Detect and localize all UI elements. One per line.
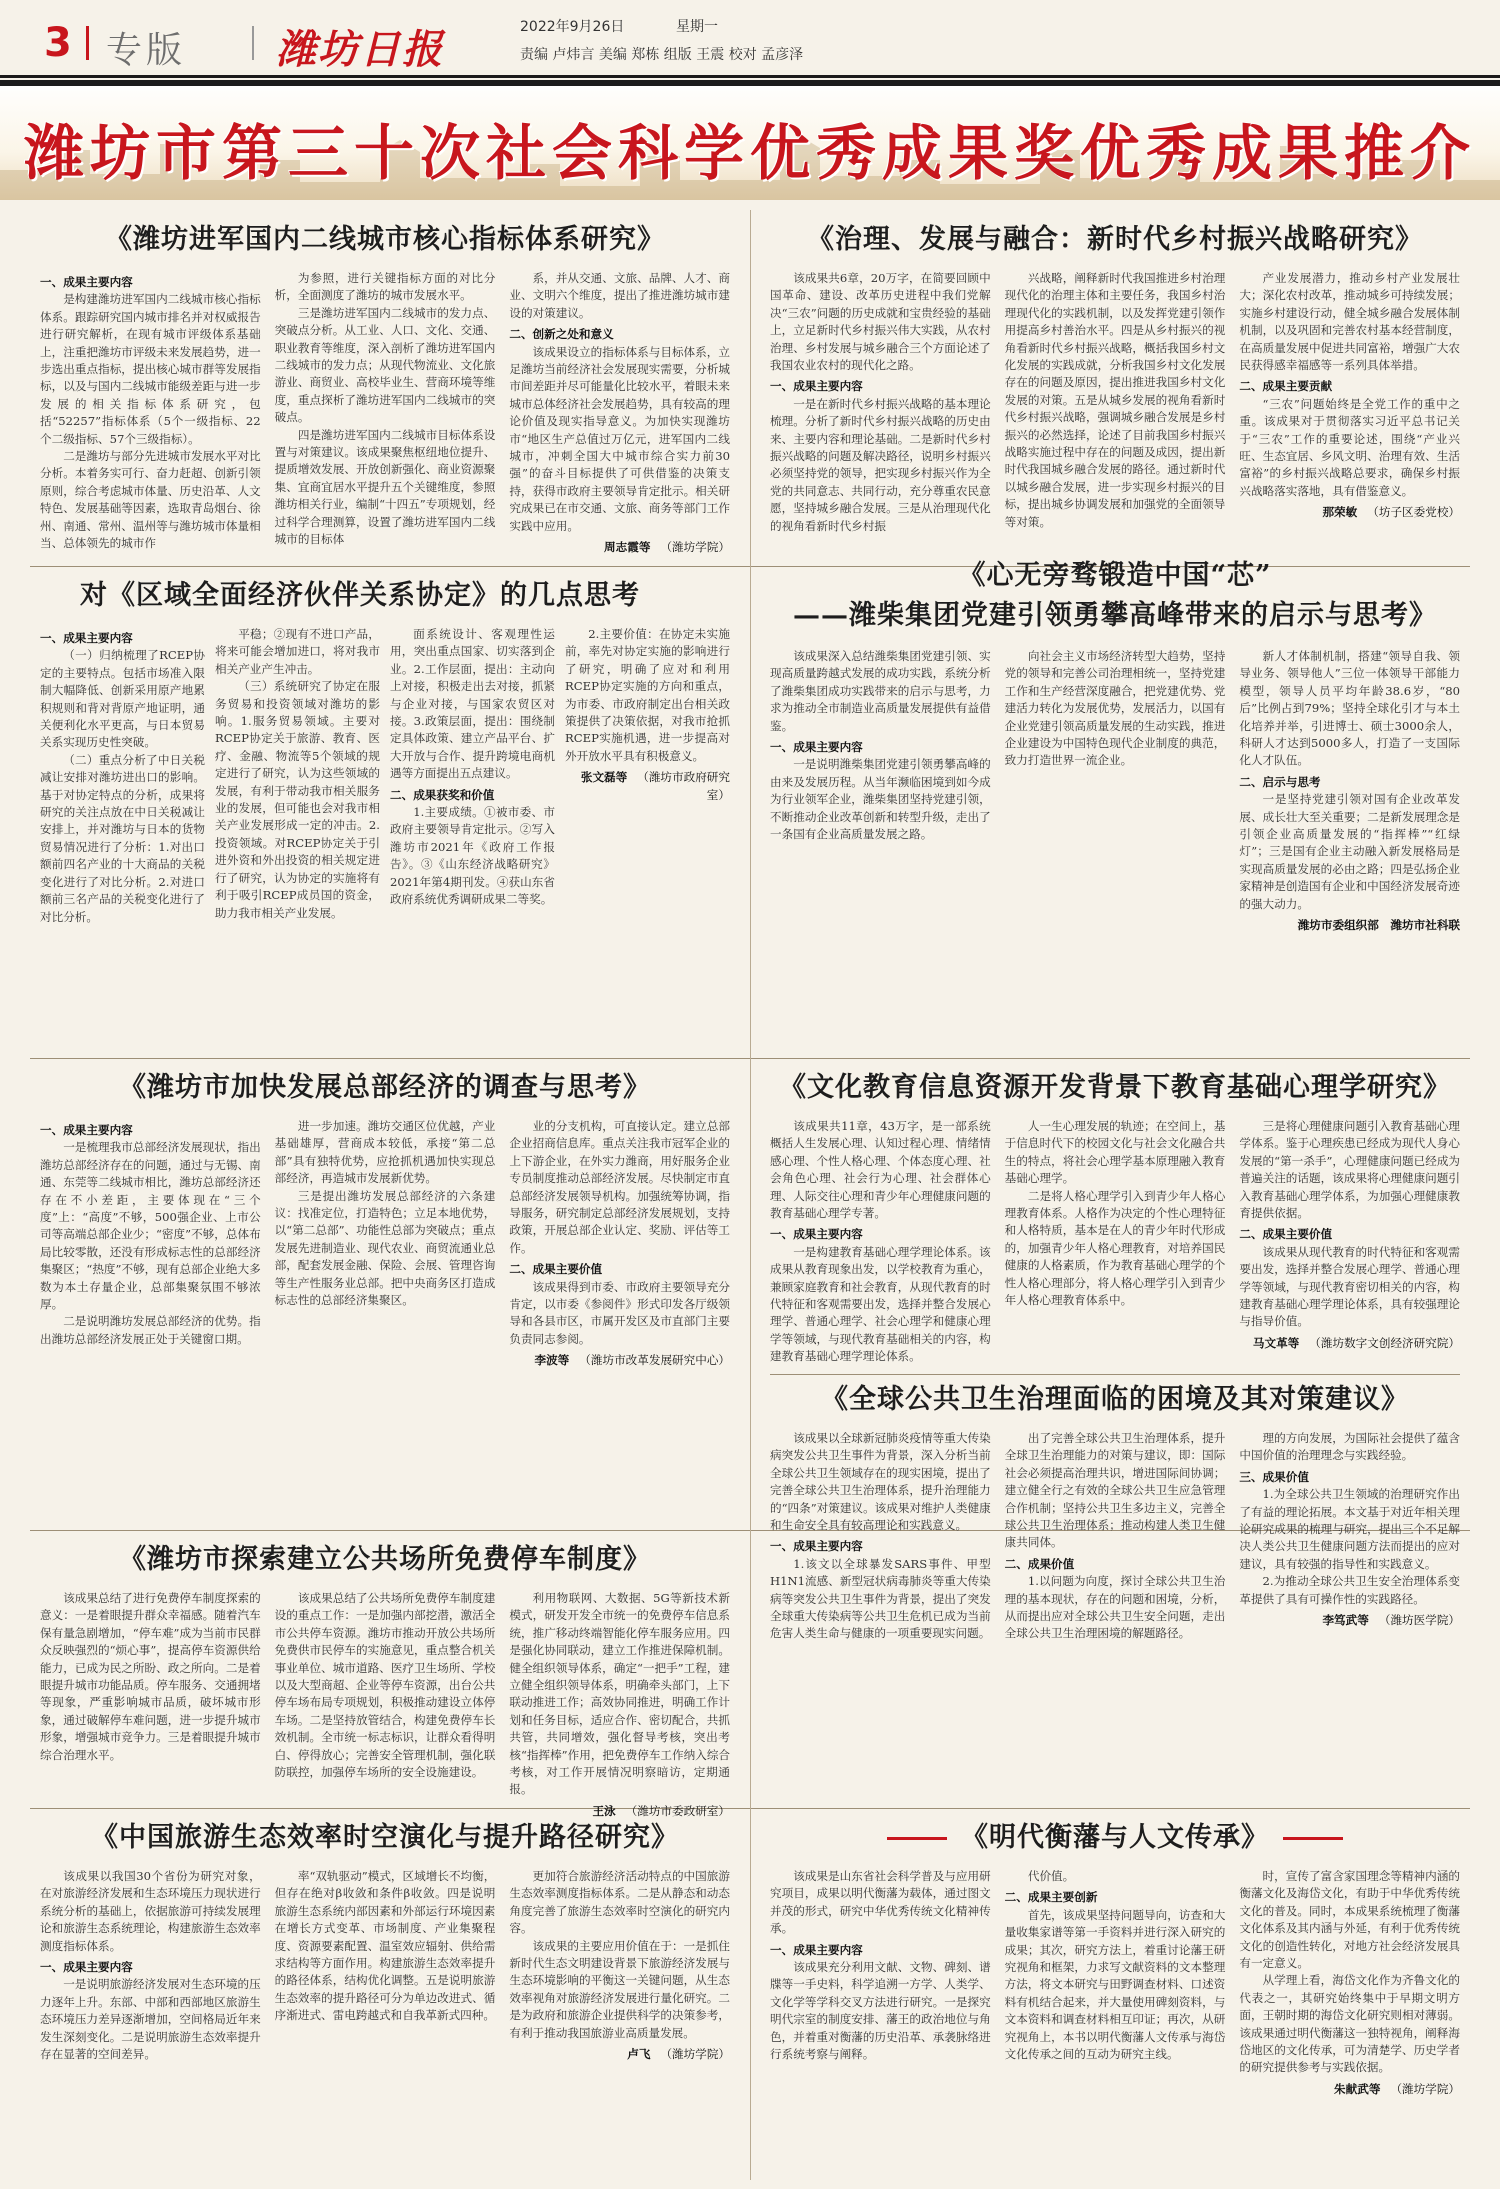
section-heading: 一、成果主要内容 — [770, 1942, 863, 1957]
author-name: 朱献武等 — [1334, 2081, 1381, 2096]
section-heading: 一、成果主要内容 — [770, 379, 863, 394]
author-byline — [1239, 917, 1460, 934]
paragraph: 1.以问题为向度，探讨全球公共卫生治理的基本现状，存在的问题和困境，分析，从而提出应对全球公共卫生安全问题，走出全球公共卫生治理困境的解题路径。 — [1004, 1574, 1226, 1641]
paragraph: 一是说明旅游经济发展对生态环境的压力逐年上升。东部、中部和西部地区旅游生态环境压力差异逐渐增加，空间格局近年来发生深刻变化。二是说明旅游生态效率提升存在显著的空间差异。 — [40, 1977, 261, 2062]
paragraph: 为参照，进行关键指标方面的对比分析，全面测度了潍坊的城市发展水平。 — [274, 271, 496, 303]
paragraph: 该成果共6章，20万字，在简要回顾中国革命、建设、改革历史进程中我们党解决“三农”问题的历史成就和宝贵经验的基础上，立足新时代乡村振兴伟大实践，从农村治理、乡村发展与城乡融合三个方面论述了我国农业农村的现代化之路。 — [770, 271, 991, 373]
article-body — [770, 1118, 1460, 1363]
article-column — [275, 1590, 496, 1796]
article-body — [770, 1430, 1460, 1796]
article-column — [215, 626, 380, 1048]
article-tourism-eco-efficiency — [40, 1818, 730, 2180]
paragraph: 理的方向发展，为国际社会提供了蕴含中国价值的治理理念与实践经验。 — [1239, 1431, 1461, 1463]
paragraph: 该成果得到市委、市政府主要领导充分肯定，以市委《参阅件》形式印发各厅级领导和各县市区，市属开发区及市直部门主要负责同志参阅。 — [509, 1279, 731, 1346]
paragraph: 1.为全球公共卫生领域的治理研究作出了有益的理论拓展。本文基于对近年相关理论研究成果的梳理与研究，提出三个不足解决人类公共卫生健康问题方法而提出的应对建议，具有较强的指导性和实践意义。 — [1239, 1487, 1461, 1571]
paragraph: 该成果是山东省社会科学普及与应用研究项目，成果以明代衡藩为载体，通过图文并茂的形式，研究中华优秀传统文化精神传承。 — [770, 1869, 991, 1936]
article-education-psychology — [770, 1068, 1460, 1368]
paragraph: 首先，该成果坚持问题导向，访查和大量收集家谱等第一手资料并进行深入研究的成果；其次，研究方法上，着重讨论藩王研究视角和框架，力求写文献资料的文本整理方法，将文本研究与田野调查材料、口述资料有机结合起来，并大量使用碑刻资料，与文本资料和调查材料相互印证；再次，从研究视角上，本书以明代衡藩人文传承与海岱文化传承之间的互动为研究主线。 — [1004, 1907, 1226, 2062]
masthead — [0, 0, 1500, 78]
paragraph: 一是在新时代乡村振兴战略的基本理论梳理。分析了新时代乡村振兴战略的历史由来、主要内容和理论基础。二是新时代乡村振兴战略的问题及解决路径，说明乡村振兴必须坚持党的领导，把实现乡村振兴作为全党的共同意志、共同行动，充分尊重农民意愿，坚持城乡融合发展。三是从治理现代化的视角看新时代乡村振 — [770, 396, 991, 533]
article-title: 《全球公共卫生治理面临的困境及其对策建议》 — [821, 1384, 1409, 1415]
article-core-indicators — [40, 220, 730, 560]
author-name: 李波等 — [534, 1353, 570, 1368]
article-column — [770, 1430, 991, 1796]
author-affiliation: （潍坊学院） — [660, 2047, 731, 2062]
section-heading: 一、成果主要内容 — [40, 1123, 133, 1137]
section-heading: 二、创新之处和意义 — [509, 327, 614, 342]
author-affiliation: （潍坊市委政研室） — [625, 1803, 731, 1818]
article-column — [275, 270, 496, 555]
article-title: 《心无旁骛锻造中国“芯” — [958, 560, 1272, 591]
paragraph: 该成果以我国30个省份为研究对象，在对旅游经济发展和生态环境压力现状进行系统分析的基础上，依据旅游可持续发展理论和旅游生态系统理论，构建旅游生态效率测度指标体系。 — [40, 1869, 261, 1953]
article-column — [40, 270, 261, 555]
section-heading: 三、成果价值 — [1239, 1469, 1309, 1484]
author-name: 潍坊市委组织部 潍坊市社科联 — [1297, 918, 1461, 933]
masthead-divider — [86, 26, 89, 60]
author-affiliation: （潍坊数字文创经济研究院） — [1309, 1335, 1461, 1350]
paragraph: 进一步加速。潍坊交通区位优越，产业基础雄厚，营商成本较低，承接“第二总部”具有独特优势，应抢抓机遇加快实现总部经济，再造城市发展新优势。 — [274, 1119, 496, 1186]
article-column — [1239, 1118, 1460, 1363]
section-heading: 二、成果主要价值 — [509, 1262, 603, 1277]
section-heading: 一、成果主要内容 — [770, 1227, 863, 1242]
paragraph: 兴战略，阐释新时代我国推进乡村治理现代化的治理主体和主要任务，我国乡村治理现代化的实践机制，以及发挥党建引领作用提高乡村善治水平。四是从乡村振兴的视角看新时代乡村振兴战略，概括我国乡村文化发展的实践成就，分析我国乡村文化发展存在的问题及原因，提出推进我国乡村文化发展的对策。五是从城乡发展的视角看新时代乡村振兴战略，强调城乡融合发展是乡村振兴的必然选择，论述了目前我国乡村振兴战略实施过程中存在的问题及成因，提出新时代我国城乡融合发展的路径。通过新时代以城乡融合发展，进一步实现乡村振兴的目标，提出城乡协调发展和加强党的全面领导等对策。 — [1004, 271, 1226, 529]
section-heading: 二、成果获奖和价值 — [390, 787, 495, 802]
article-column — [509, 1868, 730, 2174]
section-heading: 二、成果主要贡献 — [1239, 379, 1333, 394]
article-column — [509, 1590, 731, 1818]
article-body — [770, 648, 1460, 1048]
article-column — [770, 1868, 991, 2174]
author-byline — [509, 1352, 730, 1369]
section-heading: 二、成果价值 — [1004, 1556, 1075, 1571]
article-global-public-health — [770, 1380, 1460, 1802]
paragraph: 三是提出潍坊发展总部经济的六条建议：找准定位，打造特色；立足本地优势，以“第二总部”、功能性总部为突破点；重点发展先进制造业、现代农业、商贸流通业总部，配套发展金融、保险、会展、管理咨询等生产性服务业总部。把中央商务区打造成标志性的总部经济集聚区。 — [274, 1188, 496, 1308]
article-column — [390, 626, 555, 1048]
column-divider — [750, 210, 751, 2180]
paragraph: 一是梳理我市总部经济发展现状，指出潍坊总部经济存在的问题，通过与无锡、南通、东莞等二线城市相比，潍坊总部经济还存在不小差距，主要体现在“三个度”上：“高度”不够，500强企业、上市公司等高端总部企业少；“密度”不够，总体布局比较零散，还没有形成标志性的总部经济集聚区；“热度”不够，现有总部企业绝大多数为本土存量企业，总部集聚氛围不够浓厚。 — [40, 1140, 261, 1312]
banner-rule — [0, 80, 1500, 86]
editor-credits: 责编 卢炜言 美编 郑栋 组版 王震 校对 孟彦泽 — [520, 47, 804, 63]
author-byline — [509, 2046, 730, 2063]
article-column — [275, 1868, 496, 2174]
author-name: 张文磊等 — [580, 770, 628, 785]
article-subtitle: ——潍柴集团党建引领勇攀高峰带来的启示与思考》 — [793, 600, 1437, 631]
article-column — [509, 1118, 730, 1520]
banner-title: 潍坊市第三十次社会科学优秀成果奖优秀成果推介 — [24, 119, 1476, 189]
paragraph: 该成果充分利用文献、文物、碑刻、谱牒等一手史料，科学追溯一方学、人类学、文化学等学科交叉方法进行研究。一是探究明代宗室的制度安排、藩王的政治地位与角色，并着重对衡藩的历史沿革、承袭脉络进行系统考察与阐释。 — [770, 1960, 991, 2062]
newspaper-logo: 潍坊日报 — [276, 27, 444, 73]
paragraph: 面系统设计、客观理性运用，突出重点国家、切实落到企业。2.工作层面，提出：主动向上对接，积极走出去对接，抓紧与企业对接，与国家农贸区对接。3.政策层面，提出：围绕制定具体政策、建立产品平台、扩大开放与合作、提升跨境电商机遇等方面提出五点建议。 — [390, 627, 555, 781]
article-body — [40, 1118, 730, 1520]
author-byline — [565, 769, 730, 804]
article-column — [1005, 648, 1226, 1048]
article-title-text: 《明代衡藩与人文传承》 — [961, 1822, 1269, 1853]
article-column — [1005, 1118, 1226, 1363]
article-title: 《潍坊市探索建立公共场所免费停车制度》 — [119, 1544, 651, 1575]
author-byline — [1239, 1335, 1460, 1352]
article-column — [275, 1118, 496, 1520]
paragraph: 一是坚持党建引领对国有企业改革发展、成长壮大至关重要；二是新发展理念是引领企业高质量发展的“指挥棒”“红绿灯”；三是国有企业主动融入新发展格局是实现高质量发展的必由之路；四是弘扬企业家精神是创造国有企业和中国经济发展奇迹的强大动力。 — [1239, 792, 1461, 911]
article-ming-hengfan — [770, 1818, 1460, 2180]
page-number: 3 — [44, 20, 72, 66]
paragraph: 该成果总结了公共场所免费停车制度建设的重点工作：一是加强内部挖潜，激活全市公共停车资源。潍坊市推动开放公共场所免费供市民停车的实施意见，重点整合机关事业单位、城市道路、医疗卫生场所、学校以及大型商超、企业等停车资源，出台公共停车场布局专项规划，积极推动建设立体停车场。二是坚持放管结合，构建免费停车长效机制。全市统一标志标识，让群众看得明白、停得放心；完善安全管理机制，强化联防联控，加强停车场所的安全设施建设。 — [274, 1591, 496, 1780]
author-name: 王泳 — [592, 1803, 616, 1818]
article-title: 对《区域全面经济伙伴关系协定》的几点思考 — [80, 580, 640, 611]
section-heading: 一、成果主要内容 — [40, 275, 133, 289]
paragraph: 该成果设立的指标体系与目标体系，立足潍坊当前经济社会发展现实需要，分析城市间差距并尽可能量化比较水平，着眼未来城市总体经济社会发展趋势，具有较高的理论价值及现实指导意义。为加快实现潍坊市“地区生产总值过万亿元，进军国内二线城市，冲刺全国大中城市综合实力前30强”的奋斗目标提供了可供借鉴的决策支持，获得市政府主要领导肯定批示。相关研究成果已在市交通、文旅、商务等部门工作实践中应用。 — [509, 344, 731, 533]
article-column — [40, 1118, 261, 1520]
paragraph: 四是潍坊进军国内二线城市目标体系设置与对策建议。该成果聚焦枢纽地位提升、提质增效发展、开放创新强化、商业资源聚集、宜商宜居水平提升五个关键维度，参照潍坊相关行业，编制“十四五”专项规划，经过科学合理测算，设置了潍坊进军国内二线城市的目标体 — [274, 427, 496, 547]
paragraph: 产业发展潜力，推动乡村产业发展壮大；深化农村改革，推动城乡可持续发展；实施乡村建设行动，健全城乡融合发展体制机制，以及巩固和完善农村基本经营制度，在高质量发展中促进共同富裕，增强广大农民获得感幸福感等一系列具体举措。 — [1239, 271, 1461, 373]
article-column — [1239, 1430, 1460, 1796]
paragraph: 利用物联网、大数据、5G等新技术新模式，研发开发全市统一的免费停车信息系统，推广移动终端智能化停车服务应用。四是强化协同联动，建立工作推进保障机制。健全组织领导体系，确定“一把手”工程，建立健全组织领导体系，明确牵头部门，上下联动推进工作；高效协同推进，明确工作计划和任务目标，适应合作、密切配合，共抓共管，共同增效，强化督导考核，突出考核“指挥棒”作用，把免费停车工作纳入综合考核，对工作开展情况明察暗访，定期通报。 — [509, 1591, 731, 1797]
section-heading: 一、成果主要内容 — [40, 1960, 133, 1975]
author-affiliation: （潍坊学院） — [660, 540, 731, 555]
article-rural-revitalization — [770, 220, 1460, 560]
article-title: 《治理、发展与融合：新时代乡村振兴战略研究》 — [807, 224, 1423, 255]
article-column — [1239, 1868, 1460, 2174]
paragraph: 二是潍坊与部分先进城市发展水平对比分析。本着务实可行、奋力赶超、创新引领原则，综合考虑城市体量、历史沿革、人文特色、发展基础等因素，选取青岛烟台、徐州、南通、常州、温州等与潍坊城市体量相当、总体领先的城市作 — [40, 449, 261, 551]
paragraph: 该成果共11章，43万字，是一部系统概括人生发展心理、认知过程心理、情绪情感心理、个性人格心理、个体态度心理、社会角色心理、社会行为心理、社会群体心理、人际交往心理和青少年心理健康问题的教育基础心理学专著。 — [770, 1119, 991, 1221]
article-column — [40, 626, 205, 1048]
paragraph: 代价值。 — [1027, 1869, 1075, 1883]
paragraph: 是构建潍坊进军国内二线城市核心指标体系。跟踪研究国内城市排名并对权威报告进行研究解析，在现有城市评级体系基础上，注重把潍坊市评级未来发展趋势，进一步选出重点指标，提出核心城市群等发展指标，以及与国内二线城市能级差距与进一步发展的相关指标体系研究，包括“52257”指标体系（5个一级指标、22个二级指标、57个三级指标）。 — [40, 292, 261, 446]
masthead-divider — [252, 26, 254, 60]
article-headquarters-economy — [40, 1068, 730, 1526]
article-column — [40, 1868, 261, 2174]
paragraph: 向社会主义市场经济转型大趋势，坚持党的领导和完善公司治理相统一，坚持党建工作和生产经营深度融合，把党建优势、党建活力转化为发展优势，发展活力，以国有企业党建引领高质量发展的生动实践，推进企业建设为中国特色现代企业制度的典范，致力打造世界一流企业。 — [1004, 649, 1226, 768]
author-name: 李笃武等 — [1322, 1613, 1369, 1628]
article-title — [770, 1818, 1460, 1858]
paragraph: 更加符合旅游经济活动特点的中国旅游生态效率测度指标体系。二是从静态和动态角度完善了旅游生态效率时空演化的研究内容。 — [509, 1869, 731, 1936]
article-title: 《中国旅游生态效率时空演化与提升路径研究》 — [91, 1822, 679, 1853]
author-byline — [1239, 504, 1460, 521]
article-body — [40, 1590, 731, 1818]
paragraph: 该成果的主要应用价值在于：一是抓住新时代生态文明建设背景下旅游经济发展与生态环境影响的平衡这一关键问题，从生态效率视角对旅游经济发展进行量化研究。二是为政府和旅游企业提供科学的决策参考，有利于推动我国旅游业高质量发展。 — [509, 1938, 731, 2040]
article-body — [40, 626, 730, 1048]
paragraph: 人一生心理发展的轨迹；在空间上，基于信息时代下的校园文化与社会文化融合共生的特点，将社会心理学基本原理融入教育基础心理学。 — [1004, 1119, 1226, 1186]
section-name: 专版 — [106, 30, 187, 71]
article-column — [770, 1118, 991, 1363]
article-body — [770, 1868, 1460, 2174]
paragraph: 业的分支机构，可直接认定。建立总部企业招商信息库。重点关注我市冠军企业的上下游企业，在外实力潍商，用好服务企业专员制度推动总部经济发展。尽快制定市直总部经济发展领导机构。加强统筹协调，指导服务，研究制定总部经济发展规划，支持政策，开展总部企业认定、奖励、评估等工作。 — [509, 1119, 731, 1255]
author-name: 卢飞 — [627, 2047, 651, 2062]
paragraph: 一是构建教育基础心理学理论体系。该成果从教育现象出发，以学校教育为重心，兼顾家庭教育和社会教育，从现代教育的时代特征和客观需要出发，选择并整合发展心理学、普通心理学、社会心理学和健康心理学等领域，与现代教育基础相关的内容，构建教育基础心理学理论体系。 — [770, 1244, 991, 1364]
paragraph: 三是潍坊进军国内二线城市的发力点、突破点分析。从工业、人口、文化、交通、职业教育等维度，深入剖析了潍坊进军国内二线城市的发力点；从现代物流业、文化旅游业、商贸业、高校毕业生、营商环境等维度，重点探析了潍坊进军国内二线城市的突破点。 — [274, 305, 496, 425]
article-free-parking — [40, 1540, 731, 1818]
paragraph: 三是将心理健康问题引入教育基础心理学体系。鉴于心理疾患已经成为现代人身心发展的“第一杀手”，心理健康问题已经成为普遍关注的话题，该成果将心理健康问题引入教育基础心理学体系，为加强心理健康教育提供依据。 — [1239, 1119, 1461, 1221]
section-heading: 一、成果主要内容 — [770, 740, 863, 755]
paragraph: 该成果总结了进行免费停车制度探索的意义：一是着眼提升群众幸福感。随着汽车保有量急剧增加，“停车难”成为当前市民群众反映强烈的“烦心事”，提高停车资源供给能力，已成为民之所盼、政之所向。二是着眼提升城市功能品质。停车服务、交通拥堵等现象，严重影响城市品质，破坏城市形象，通过破解停车难问题，进一步提升城市形象，增强城市竞争力。三是着眼提升城市综合治理水平。 — [40, 1591, 261, 1762]
author-affiliation: （潍坊市政府研究室） — [637, 770, 730, 802]
paragraph: 平稳；②现有不进口产品，将来可能会增加进口，将对我市相关产业产生冲击。 — [215, 627, 380, 676]
article-column — [565, 626, 730, 1048]
author-name: 那荣敏 — [1322, 505, 1358, 520]
author-name: 周志霞等 — [604, 540, 651, 555]
publication-date: 2022年9月26日 — [520, 19, 625, 35]
article-column — [1005, 1430, 1226, 1796]
article-column — [770, 270, 991, 555]
paragraph: 该成果从现代教育的时代特征和客观需要出发，选择并整合发展心理学、普通心理学等领域，与现代教育密切相关的内容，构建教育基础心理学理论体系，具有较强理论与指导价值。 — [1239, 1244, 1461, 1329]
article-column — [770, 648, 991, 1048]
publication-weekday: 星期一 — [676, 19, 718, 35]
section-heading: 一、成果主要内容 — [40, 631, 133, 645]
author-affiliation: （潍坊市改革发展研究中心） — [579, 1353, 731, 1368]
article-column — [40, 1590, 261, 1796]
paragraph: （二）重点分析了中日关税减让安排对潍坊进出口的影响。基于对协定特点的分析，成果将研究的关注点放在中日关税减让安排上，并对潍坊与日本的货物贸易情况进行了分析：1.对出口额前四名产业的十大商品的关税变化进行了对比分析。2.对进口额前三名产品的关税变化进行了对比分析。 — [40, 752, 205, 924]
author-affiliation: （潍坊医学院） — [1378, 1613, 1461, 1628]
article-body — [40, 1868, 730, 2174]
paragraph: 1.主要成绩。①被市委、市政府主要领导肯定批示。②写入潍坊市2021年《政府工作报告》。③《山东经济战略研究》2021年第4期刊发。④获山东省政府系统优秀调研成果二等奖。 — [390, 805, 555, 907]
paragraph: 该成果深入总结潍柴集团党建引领、实现高质量跨越式发展的成功实践，系统分析了潍柴集团成功实践带来的启示与思考，力求为推动全市制造业高质量发展提供有益借鉴。 — [770, 649, 991, 733]
paragraph: （三）系统研究了协定在服务贸易和投资领域对潍坊的影响。1.服务贸易领域。主要对RCEP协定关于旅游、教育、医疗、金融、物流等5个领域的规定进行了研究，认为这些领域的发展，有利于带动我市相关服务业的发展，但可能也会对我市相关产业发展形成一定的冲击。2.投资领域。对RCEP协定关于引进外资和外出投资的相关规定进行了研究，认为协定的实施将有利于吸引RCEP成员国的资金，助力我市相关产业发展。 — [215, 679, 380, 920]
article-body — [770, 270, 1460, 555]
paragraph: 一是说明潍柴集团党建引领勇攀高峰的由来及发展历程。从当年濒临困境到如今成为行业领军企业，潍柴集团坚持党建引领，不断推动企业改革创新和转型升级，走出了一条国有企业高质量发展之路。 — [770, 757, 991, 842]
article-body — [40, 270, 730, 555]
article-title: 《潍坊市加快发展总部经济的调查与思考》 — [119, 1072, 651, 1103]
page-banner — [0, 80, 1500, 200]
author-byline — [509, 539, 730, 556]
paragraph: 从学理上看，海岱文化作为齐鲁文化的代表之一，其研究始终集中于早期文明方面，王朝时期的海岱文化研究则相对薄弱。该成果通过明代衡藩这一独特视角，阐释海岱地区的文化传承，可为清楚学、历史学者的研究提供参考与实践依据。 — [1239, 1973, 1461, 2075]
article-title: 《潍坊进军国内二线城市核心指标体系研究》 — [105, 224, 665, 255]
article-column — [1005, 1868, 1226, 2174]
article-rcep — [40, 576, 730, 1054]
section-heading: 一、成果主要内容 — [770, 1539, 863, 1554]
section-heading: 二、启示与思考 — [1239, 774, 1321, 789]
title-ornament — [1283, 1837, 1343, 1840]
article-column — [1005, 270, 1226, 555]
paragraph: “三农”问题始终是全党工作的重中之重。该成果对于贯彻落实习近平总书记关于“三农”工作的重要论述，围绕“产业兴旺、生态宜居、乡风文明、治理有效、生活富裕”的乡村振兴战略总要求，确保乡村振兴战略落实落地，具有借鉴意义。 — [1239, 396, 1461, 498]
author-affiliation: （潍坊学院） — [1390, 2081, 1461, 2096]
article-title: 《文化教育信息资源开发背景下教育基础心理学研究》 — [779, 1072, 1451, 1103]
article-column — [1239, 270, 1460, 555]
paragraph: 新人才体制机制，搭建“领导自我、领导业务、领导他人”三位一体领导干部能力模型，领导人员平均年龄38.6岁，“80后”比例占到79%；坚持全球化引才与本土化培养并举，引进博士、硕士3000余人，科研人才达到5000多人，打造了一支国际化人才队伍。 — [1239, 649, 1461, 768]
section-heading: 二、成果主要创新 — [1004, 1890, 1098, 1905]
article-column — [1239, 648, 1460, 1048]
paragraph: 1.该文以全球暴发SARS事件、甲型H1N1流感、新型冠状病毒肺炎等重大传染病等突发公共卫生事件为背景，提出了突发全球重大传染病等公共卫生危机已成为当前危害人类生命与健康的一项重要现实问题。 — [770, 1556, 991, 1641]
paragraph: 率“双轨驱动”模式，区域增长不均衡，但存在绝对β收敛和条件β收敛。四是说明旅游生态系统内部因素和外部运行环境因素在增长方式变革、市场制度、产业集聚程度、资源要素配置、温室效应辐射、供给需求结构等方面作用。构建旅游生态效率提升的路径体系，结构优化调整。五是说明旅游生态效率的提升路径可分为单边改进式、循序渐进式、雷电跨越式和自我革新式四种。 — [274, 1869, 496, 2023]
paragraph: 系，并从交通、文旅、品牌、人才、商业、文明六个维度，提出了推进潍坊城市建设的对策建议。 — [509, 271, 731, 320]
section-heading: 二、成果主要价值 — [1239, 1227, 1333, 1242]
paragraph: 二是说明潍坊发展总部经济的优势。指出潍坊总部经济发展正处于关键窗口期。 — [40, 1314, 261, 1346]
paragraph: 二是将人格心理学引入到青少年人格心理教育体系。人格作为决定的个性心理特征和人格特质，基本是在人的青少年时代形成的，加强青少年人格心理教育，对培养国民健康的人格素质，作为教育基础心理学的个性人格心理部分，将人格心理学引入到青少年人格心理教育体系中。 — [1004, 1188, 1226, 1308]
title-ornament — [887, 1837, 947, 1840]
author-affiliation: （坊子区委党校） — [1367, 505, 1461, 520]
paragraph: 时，宣传了富含家国理念等精神内涵的衡藩文化及海岱文化，有助于中华优秀传统文化的普及。同时，本成果系统梳理了衡藩文化体系及其内涵与外延，有利于优秀传统文化的创造性转化，对地方社会经济发展具有一定意义。 — [1239, 1869, 1461, 1971]
article-column — [509, 270, 730, 555]
paragraph: 该成果以全球新冠肺炎疫情等重大传染病突发公共卫生事件为背景，深入分析当前全球公共卫生领域存在的现实困境，提出了完善全球公共卫生治理体系，提升治理能力的“四条”对策建议。该成果对维护人类健康和生命安全具有较高理论和实践意义。 — [770, 1431, 991, 1533]
paragraph: （一）归纳梳理了RCEP协定的主要特点。包括市场准入限制大幅降低、创新采用原产地累积规则和背对背原产地证明，通关便利化水平更高，与日本贸易关系实现历史性突破。 — [40, 648, 205, 750]
author-byline — [1239, 1612, 1460, 1629]
author-name: 马文革等 — [1252, 1335, 1300, 1350]
paragraph: 出了完善全球公共卫生治理体系，提升全球卫生治理能力的对策与建议，即：国际社会必须提高治理共识，增进国际间协调；建立健全行之有效的全球公共卫生应急管理合作机制；坚持公共卫生多边主义，完善全球公共卫生治理体系；推动构建人类卫生健康共同体。 — [1004, 1431, 1226, 1550]
section-divider — [770, 1374, 1460, 1375]
paragraph: 2.主要价值：在协定未实施前，率先对协定实施的影响进行了研究，明确了应对和利用RCEP协定实施的方向和重点，为市委、市政府制定出台相关政策提供了决策依据，对我市抢抓RCEP实施机遇，进一步提高对外开放水平具有积极意义。 — [565, 627, 730, 763]
author-byline — [1239, 2081, 1460, 2098]
paragraph: 2.为推动全球公共卫生安全治理体系变革提供了具有可操作性的实践路径。 — [1239, 1574, 1461, 1606]
article-weichai-party-building — [770, 556, 1460, 1054]
